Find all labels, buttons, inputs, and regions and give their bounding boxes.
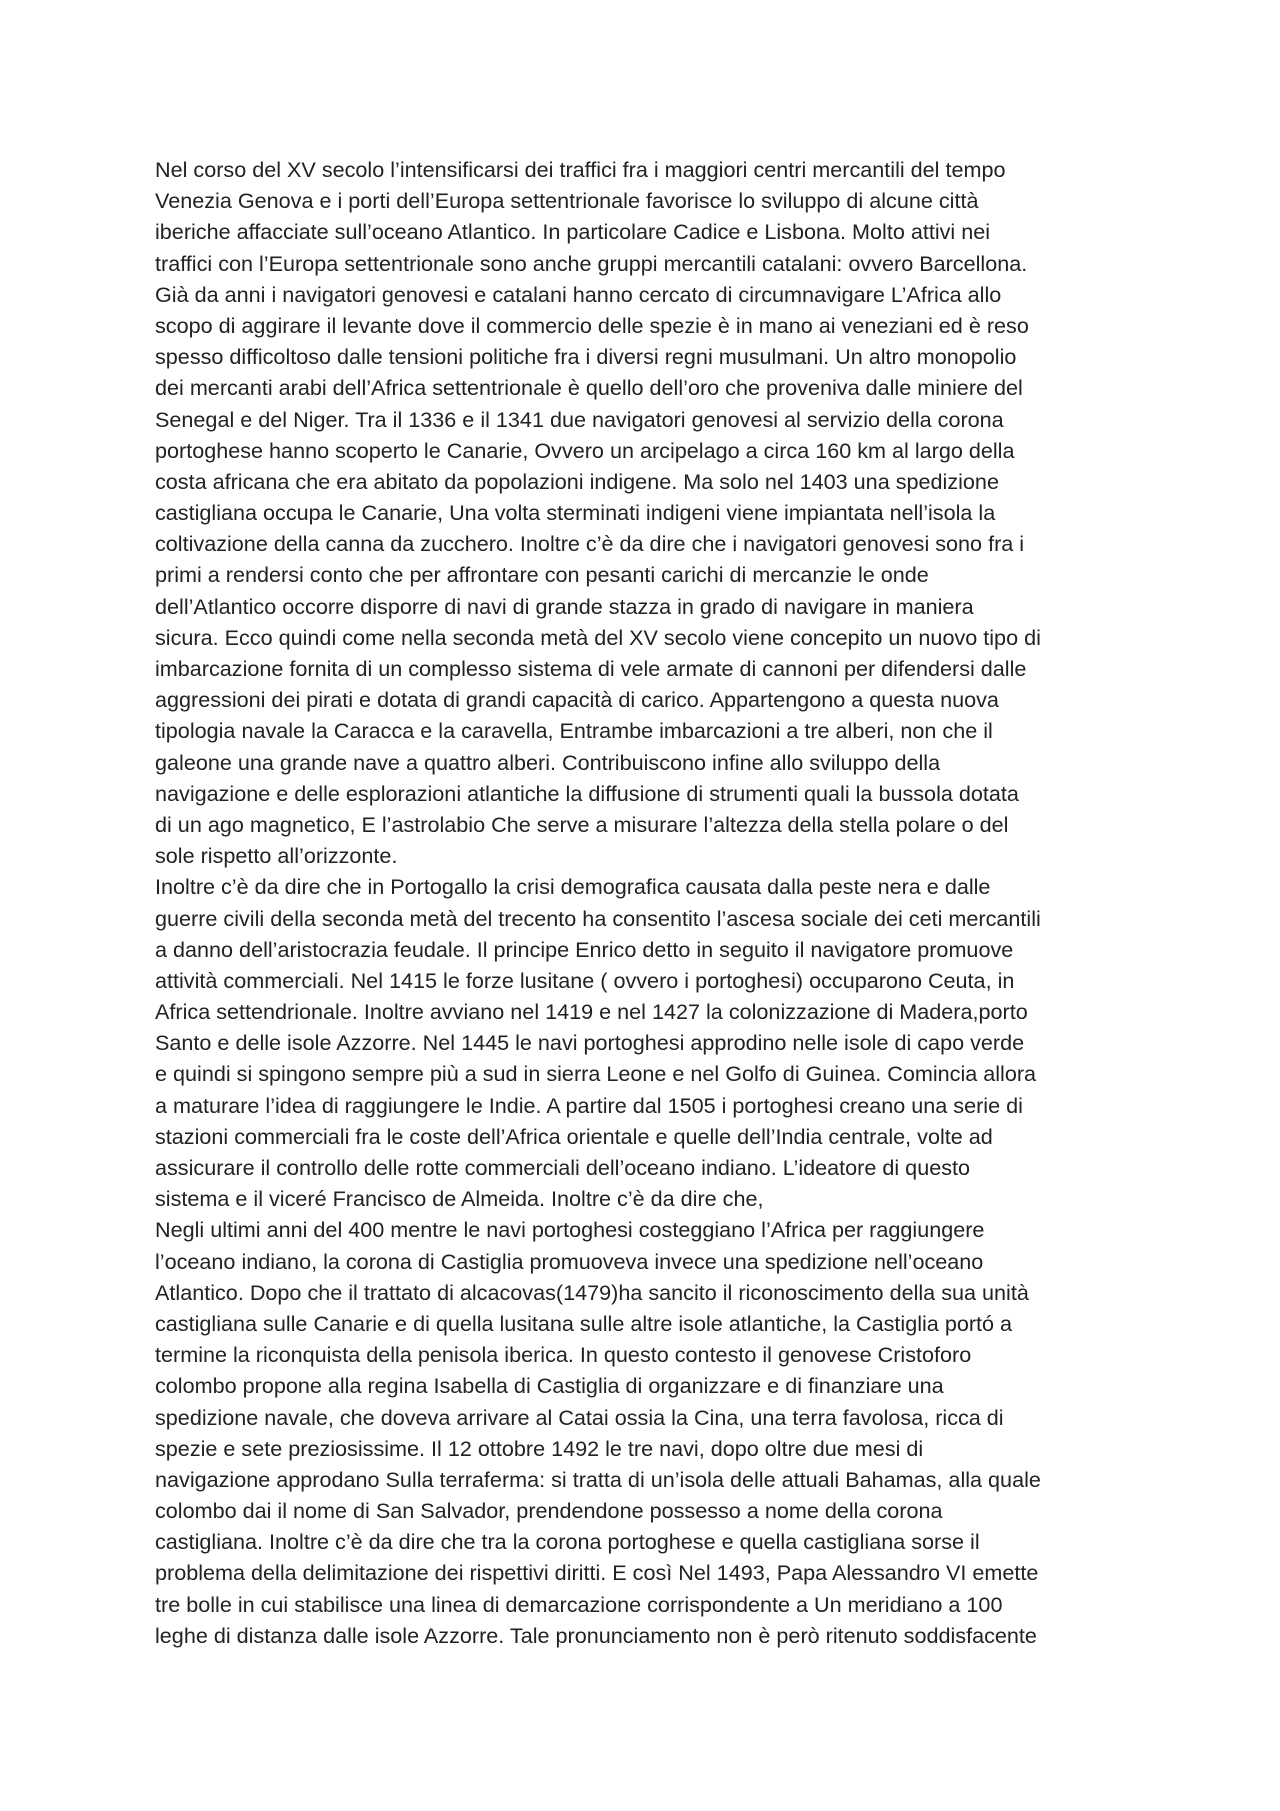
text-line: di un ago magnetico, E l’astrolabio Che serve a misurare l’altezza della stella polare o del — [155, 811, 1009, 837]
text-line: Nel corso del XV secolo l’intensificarsi dei traffici fra i maggiori centri mercantili del tempo — [155, 157, 1006, 182]
text-line: tipologia navale la Caracca e la caravella, Entrambe imbarcazioni a tre alberi, non che il — [155, 718, 993, 744]
text-line: spezie e sete preziosissime. Il 12 ottobre 1492 le tre navi, dopo oltre due mesi di — [155, 1435, 924, 1461]
text-line: Santo e delle isole Azzorre. Nel 1445 le navi portoghesi approdino nelle isole di capo verde — [155, 1030, 1025, 1056]
text-line: costa africana che era abitato da popolazioni indigene. Ma solo nel 1403 una spedizione — [155, 468, 999, 494]
text-line: Senegal e del Niger. Tra il 1336 e il 1341 due navigatori genovesi al servizio della corona — [155, 406, 1004, 432]
text-line: sistema e il viceré Francisco de Almeida. Inoltre c’è da dire che, — [155, 1186, 764, 1212]
text-line: colombo propone alla regina Isabella di Castiglia di organizzare e di finanziare una — [155, 1373, 944, 1399]
text-line: navigazione approdano Sulla terraferma: si tratta di un’isola delle attuali Bahamas, alla quale — [155, 1466, 1041, 1492]
text-line: traffici con l’Europa settentrionale sono anche gruppi mercantili catalani: ovvero Barcellona. — [155, 250, 1028, 276]
text-line: primi a rendersi conto che per affrontare con pesanti carichi di mercanzie le onde — [155, 562, 929, 588]
text-line: colombo dai il nome di San Salvador, prendendone possesso a nome della corona — [155, 1498, 943, 1524]
text-line: assicurare il controllo delle rotte commerciali dell’oceano indiano. L’ideatore di questo — [155, 1155, 971, 1180]
text-line: e quindi si spingono sempre più a sud in sierra Leone e nel Golfo di Guinea. Comincia allora — [155, 1061, 1037, 1087]
text-line: aggressioni dei pirati e dotata di grandi capacità di carico. Appartengono a questa nuova — [155, 687, 999, 713]
text-line: portoghese hanno scoperto le Canarie, Ovvero un arcipelago a circa 160 km al largo della — [155, 437, 1015, 463]
text-line: termine la riconquista della penisola iberica. In questo contesto il genovese Cristoforo — [155, 1342, 972, 1368]
text-line: spedizione navale, che doveva arrivare al Catai ossia la Cina, una terra favolosa, ricca di — [155, 1404, 1004, 1430]
text-line: Africa settendrionale. Inoltre avviano nel 1419 e nel 1427 la colonizzazione di Madera,porto — [155, 999, 1028, 1025]
text-line: castigliana. Inoltre c’è da dire che tra la corona portoghese e quella castigliana sorse il — [155, 1529, 980, 1555]
text-line: iberiche affacciate sull’oceano Atlantico. In particolare Cadice e Lisbona. Molto attivi nei — [155, 219, 991, 245]
text-line: dei mercanti arabi dell’Africa settentrionale è quello dell’oro che proveniva dalle miniere del — [155, 375, 1023, 401]
text-line: scopo di aggirare il levante dove il commercio delle spezie è in mano ai veneziani ed è reso — [155, 312, 1029, 338]
text-line: dell’Atlantico occorre disporre di navi di grande stazza in grado di navigare in maniera — [155, 593, 974, 619]
text-line: Inoltre c’è da dire che in Portogallo la crisi demografica causata dalla peste nera e dalle — [155, 874, 991, 900]
text-line: coltivazione della canna da zucchero. Inoltre c’è da dire che i navigatori genovesi sono fra i — [155, 531, 1025, 557]
text-line: castigliana occupa le Canarie, Una volta sterminati indigeni viene impiantata nell’isola la — [155, 500, 996, 526]
text-line: problema della delimitazione dei rispettivi diritti. E così Nel 1493, Papa Alessandro VI emette — [155, 1560, 1039, 1586]
text-line: sole rispetto all’orizzonte. — [155, 843, 398, 869]
text-line: leghe di distanza dalle isole Azzorre. Tale pronunciamento non è però ritenuto soddisfacente — [155, 1622, 1037, 1648]
text-line: castigliana sulle Canarie e di quella lusitana sulle altre isole atlantiche, la Castiglia portó a — [155, 1310, 1013, 1336]
text-line: Atlantico. Dopo che il trattato di alcacovas(1479)ha sancito il riconoscimento della sua unità — [155, 1279, 1029, 1305]
text-line: guerre civili della seconda metà del trecento ha consentito l’ascesa sociale dei ceti mercantili — [155, 905, 1041, 931]
text-line: a maturare l’idea di raggiungere le Indie. A partire dal 1505 i portoghesi creano una serie di — [155, 1092, 1023, 1118]
text-line: Già da anni i navigatori genovesi e catalani hanno cercato di circumnavigare L’Africa allo — [155, 281, 1002, 307]
text-line: galeone una grande nave a quattro alberi. Contribuiscono infine allo sviluppo della — [155, 749, 941, 775]
text-line: Negli ultimi anni del 400 mentre le navi portoghesi costeggiano l’Africa per raggiungere — [155, 1217, 985, 1243]
text-line: navigazione e delle esplorazioni atlantiche la diffusione di strumenti quali la bussola dotata — [155, 780, 1019, 806]
text-line: spesso difficoltoso dalle tensioni politiche fra i diversi regni musulmani. Un altro monopolio — [155, 344, 1017, 370]
document-body — [155, 154, 1140, 1651]
text-line: sicura. Ecco quindi come nella seconda metà del XV secolo viene concepito un nuovo tipo di — [155, 624, 1041, 650]
text-line: Venezia Genova e i porti dell’Europa settentrionale favorisce lo sviluppo di alcune città — [155, 188, 979, 214]
text-line: stazioni commerciali fra le coste dell’Africa orientale e quelle dell’India centrale, volte ad — [155, 1123, 993, 1149]
text-line: tre bolle in cui stabilisce una linea di demarcazione corrispondente a Un meridiano a 100 — [155, 1591, 1003, 1617]
text-line: attività commerciali. Nel 1415 le forze lusitane ( ovvero i portoghesi) occuparono Ceuta, in — [155, 967, 1015, 993]
text-line: a danno dell’aristocrazia feudale. Il principe Enrico detto in seguito il navigatore promuove — [155, 936, 1014, 962]
text-line: l’oceano indiano, la corona di Castiglia promuoveva invece una spedizione nell’oceano — [155, 1248, 984, 1274]
text-line: imbarcazione fornita di un complesso sistema di vele armate di cannoni per difendersi dalle — [155, 656, 1027, 681]
